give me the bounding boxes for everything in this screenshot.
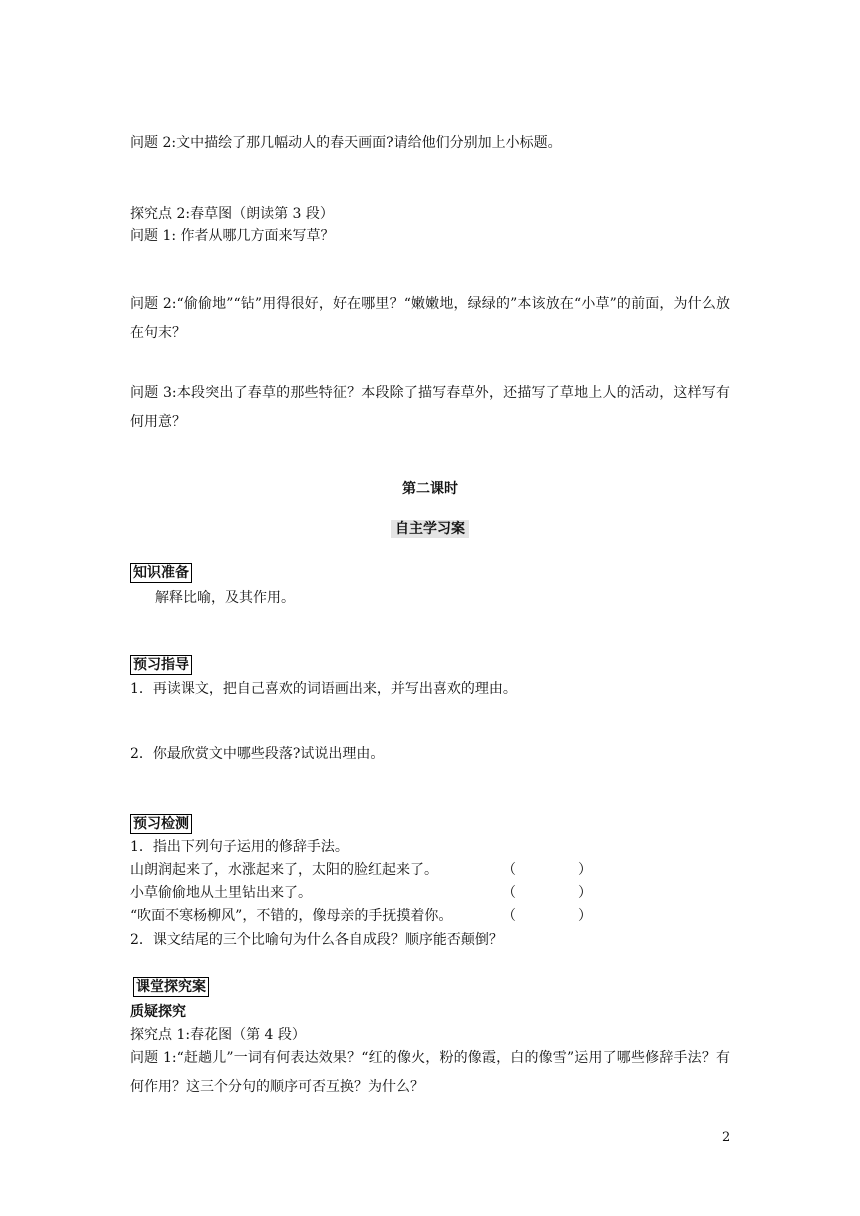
sentence-text: 小草偷偷地从土里钻出来了。 [130,885,312,901]
preview-check-label: 预习检测 [130,814,192,834]
doubt-inquiry-label: 质疑探究 [130,1004,186,1020]
lesson-title: 第二课时 [402,481,458,497]
knowledge-text: 解释比喻，及其作用。 [155,590,295,606]
knowledge-heading [130,563,192,583]
paren-close: ） [578,908,592,924]
inquiry-point-2-question-3: 问题 3:本段突出了春草的那些特征？本段除了描写春草外，还描写了草地上人的活动，这样写有何用意？ [130,385,730,430]
page-number: 2 [722,1130,731,1145]
guide-item-1: 1．再读课文，把自己喜欢的词语画出来，并写出喜欢的理由。 [130,681,517,697]
preview-check-heading [130,814,192,834]
paren-open: （ [502,862,516,878]
inquiry-point-2-question-2: 问题 2:“偷偷地”“钻”用得很好，好在哪里？“嫩嫩地，绿绿的”本该放在“小草”的前面，为什么放在句末？ [130,296,730,341]
answer-paren [502,860,592,880]
guide-item-2: 2．你最欣赏文中哪些段落?试说出理由。 [130,746,385,762]
paren-open: （ [502,908,516,924]
class-inquiry-heading [133,977,209,997]
inquiry-point-1-question-1: 问题 1:“赶趟儿”一词有何表达效果？“红的像火，粉的像霞，白的像雪”运用了哪些修辞手法？有何作用？这三个分句的顺序可否互换？为什么？ [130,1050,730,1095]
self-study-title [0,519,860,539]
check-item-1: 1．指出下列句子运用的修辞手法。 [130,839,349,855]
sentence-text: “吹面不寒杨柳风”，不错的，像母亲的手抚摸着你。 [130,908,453,924]
preview-guide-label: 预习指导 [130,655,192,675]
self-study-title-text: 自主学习案 [391,520,469,538]
paren-close: ） [578,885,592,901]
answer-paren [502,883,592,903]
preview-guide-heading [130,655,192,675]
sentence-row [130,906,452,926]
inquiry-point-1-title: 探究点 1:春花图（第 4 段） [130,1027,306,1043]
question-prev-2: 问题 2:文中描绘了那几幅动人的春天画面?请给他们分别加上小标题。 [130,135,562,151]
check-item-2: 2．课文结尾的三个比喻句为什么各自成段？顺序能否颠倒？ [130,932,503,948]
sentence-row [130,860,438,880]
sentence-text: 山朗润起来了，水涨起来了，太阳的脸红起来了。 [130,862,438,878]
inquiry-point-2-title: 探究点 2:春草图（朗读第 3 段） [130,206,334,222]
sentence-row [130,883,312,903]
knowledge-label: 知识准备 [130,563,192,583]
answer-paren [502,906,592,926]
paren-open: （ [502,885,516,901]
inquiry-point-2-question-1: 问题 1: 作者从哪几方面来写草？ [130,228,335,244]
class-inquiry-label: 课堂探究案 [133,977,209,997]
paren-close: ） [578,862,592,878]
